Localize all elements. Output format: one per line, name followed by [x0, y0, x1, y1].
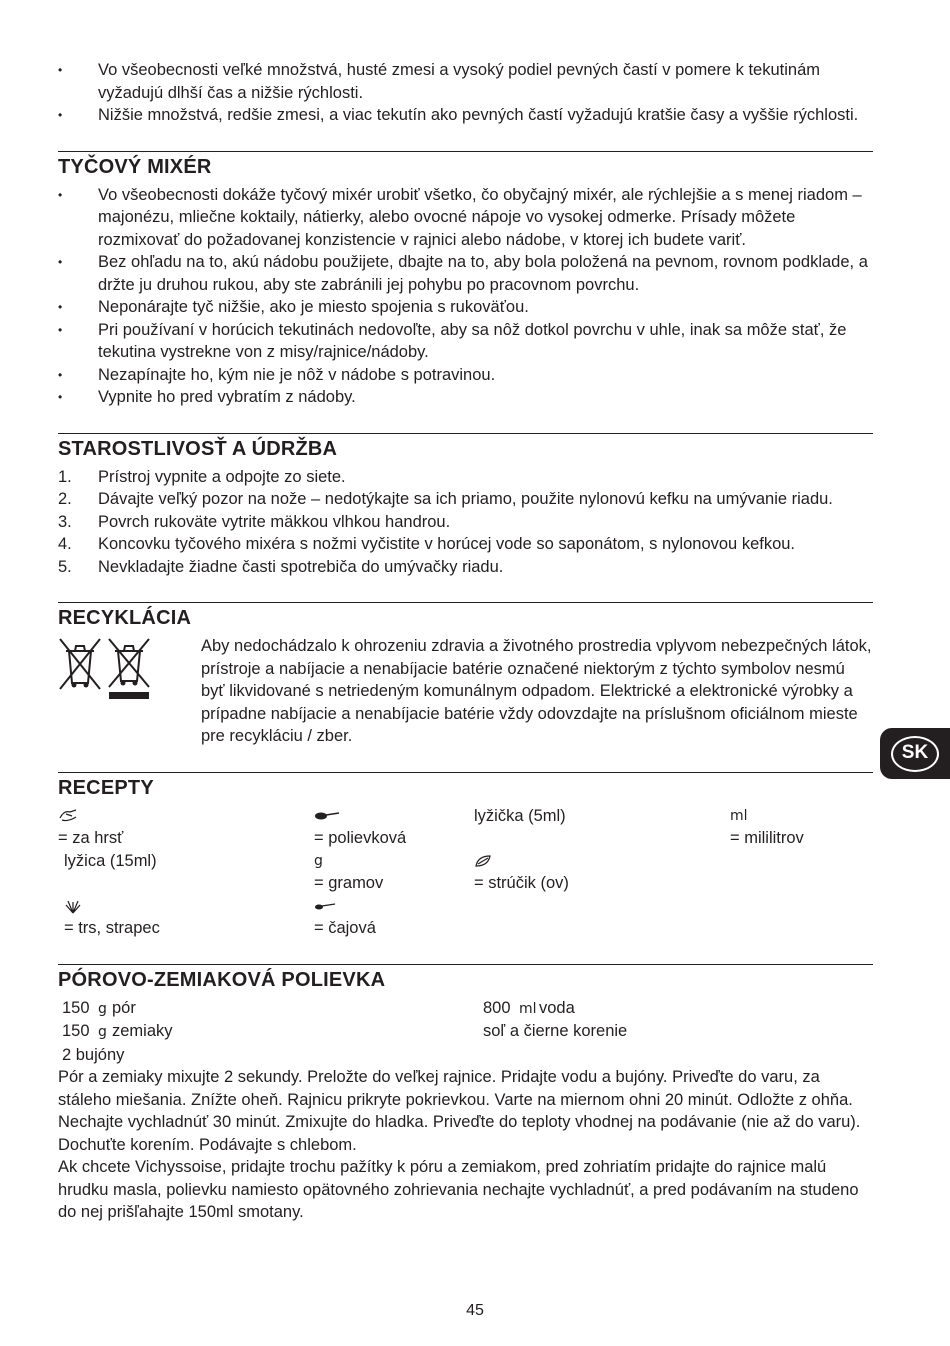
legend-handful: = za hrsť	[58, 805, 314, 850]
bunch-icon	[64, 898, 82, 914]
step-text: Dávajte veľký pozor na nože – nedotýkajte sa ich priamo, použite nylonovú kefku na umývanie riadu.	[98, 490, 833, 508]
section-title: RECEPTY	[58, 776, 154, 799]
page-number: 45	[466, 1302, 484, 1319]
handful-icon	[58, 808, 80, 824]
section-title: STAROSTLIVOSŤ A ÚDRŽBA	[58, 437, 338, 460]
intro-list	[58, 59, 873, 127]
page-content	[58, 59, 873, 1224]
legend-tablespoon: = polievková	[314, 805, 474, 850]
care-section	[58, 433, 873, 579]
legend-ml: ml = mililitrov	[730, 805, 873, 850]
list-item	[58, 533, 873, 556]
language-tab	[880, 728, 950, 779]
soup-section	[58, 964, 873, 1224]
list-item	[58, 511, 873, 534]
recipes-section	[58, 772, 873, 940]
gram-symbol: g	[314, 852, 323, 869]
list-item	[58, 488, 873, 511]
list-item: • Bez ohľadu na to, akú nádobu použijete, dbajte na to, aby bola položená na pevnom, rovnom podklade, a držte ju druhou rukou, aby ste zabránili jej pohybu po pracovnom povrchu.	[58, 251, 873, 296]
step-text: Povrch rukoväte vytrite mäkkou vlhkou handrou.	[98, 512, 451, 531]
list-item: • Nezapínajte ho, kým nie je nôž v nádobe s potravinou.	[58, 364, 873, 387]
recipe-variation: Ak chcete Vichyssoise, pridajte trochu pažítky k póru a zemiakom, pred zohriatím pridajte do rajnice malú hrudku masla, polievku namiesto opätovného zohrievania nechajte vychladnúť, a pred podávaním na studeno do nej prišľahajte 150ml smotany.	[58, 1158, 859, 1221]
legend-clove: = strúčik (ov)	[474, 850, 730, 895]
recipe-method: Pór a zemiaky mixujte 2 sekundy. Preložte do veľkej rajnice. Pridajte vodu a bujóny. Priveďte do varu, za stáleho miešania. Znížte oheň. Rajnicu prikryte pokrievkou. Varte na miernom ohni 20 minút. Odložte z ohňa. Nechajte vychladnúť 30 minút. Zmixujte do hladka. Priveďte do teploty vhodnej na podávanie (nie až do varu). Dochuťte korením. Podávajte s chlebom.	[58, 1068, 861, 1154]
step-text: Prístroj vypnite a odpojte zo siete.	[98, 467, 346, 486]
list-item: • Neponárajte tyč nižšie, ako je miesto spojenia s rukoväťou.	[58, 296, 873, 319]
ingredients	[58, 997, 873, 1067]
ingredients-right	[483, 997, 877, 1067]
section-title: PÓROVO-ZEMIAKOVÁ POLIEVKA	[58, 968, 386, 991]
language-code: SK	[891, 736, 939, 772]
legend-teaspoon: = čajová	[314, 895, 474, 940]
list-item: • Vo všeobecnosti veľké množstvá, husté zmesi a vysoký podiel pevných častí v pomere k tekutinám vyžadujú dlhší čas a nižšie rýchlosti.	[58, 59, 873, 104]
recycling-icons	[58, 635, 201, 748]
recycling-text: Aby nedochádzalo k ohrozeniu zdravia a životného prostredia vplyvom nebezpečných látok, prístroje a nabíjacie a nenabíjacie batérie označené niektorým z týchto symbolov nesmú byť likvidované s netriedeným komunálnym odpadom. Elektrické a elektronické výrobky a prípadne nabíjacie a nenabíjacie batérie vždy odovzdajte na príslušnom oficiálnom mieste pre recykláciu / zber.	[201, 637, 872, 745]
section-title: TYČOVÝ MIXÉR	[58, 155, 212, 178]
ingredient-item: 2 bujóny	[62, 1045, 125, 1064]
ingredient-item: soľ a čierne korenie	[483, 1022, 628, 1040]
tablespoon-icon	[314, 810, 340, 822]
ingredient-item: 150 g zemiaky	[62, 1022, 173, 1040]
step-number: 4.	[58, 535, 72, 553]
list-item: • Vypnite ho pred vybratím z nádoby.	[58, 386, 873, 409]
legend-gram: g = gramov	[314, 850, 474, 895]
list-item: • Nižšie množstvá, redšie zmesi, a viac tekutín ako pevných častí vyžadujú kratšie časy a vyššie rýchlosti.	[58, 104, 873, 127]
step-number: 5.	[58, 557, 72, 576]
care-steps	[58, 466, 873, 579]
legend-tablespoon-15: lyžica (15ml)	[64, 851, 157, 870]
list-item: • Pri používaní v horúcich tekutinách nedovoľte, aby sa nôž dotkol povrchu v uhle, inak sa môže stať, že tekutina vystrekne von z misy/rajnice/nádoby.	[58, 319, 873, 364]
step-text: Nevkladajte žiadne časti spotrebiča do umývačky riadu.	[98, 557, 504, 576]
crossed-bin-icon	[58, 637, 102, 693]
list-item	[58, 466, 873, 489]
ingredients-left	[62, 997, 483, 1067]
recipes-legend	[58, 805, 873, 940]
list-item	[58, 556, 873, 579]
ingredient-item: 150 g pór	[62, 998, 136, 1017]
ml-symbol: ml	[730, 807, 748, 824]
step-number: 1.	[58, 467, 72, 486]
step-text: Koncovku tyčového mixéra s nožmi vyčistite v horúcej vode so saponátom, s nylonovou kefkou.	[98, 535, 796, 553]
clove-icon	[474, 854, 492, 868]
legend-tablespoon-size: lyžička (5ml)	[474, 806, 566, 825]
hand-blender-list	[58, 184, 873, 409]
section-title: RECYKLÁCIA	[58, 607, 192, 629]
teaspoon-icon	[314, 900, 336, 912]
step-number: 3.	[58, 512, 72, 531]
list-item: • Vo všeobecnosti dokáže tyčový mixér urobiť všetko, čo obyčajný mixér, ale rýchlejšie a s menej riadom – majonézu, mliečne koktaily, nátierky, alebo ovocné nápoje vo vysokej odmerke. Prísady môžete rozmixovať do požadovanej konzistencie v rajnici alebo nádobe, v ktorej ich budete variť.	[58, 184, 873, 252]
hand-blender-section	[58, 151, 873, 409]
legend-bunch: = trs, strapec	[58, 895, 314, 940]
ingredient-item: 800 ml voda	[483, 998, 575, 1017]
crossed-bin-bar-icon	[106, 637, 152, 701]
recycling-section	[58, 602, 873, 748]
step-number: 2.	[58, 490, 72, 508]
